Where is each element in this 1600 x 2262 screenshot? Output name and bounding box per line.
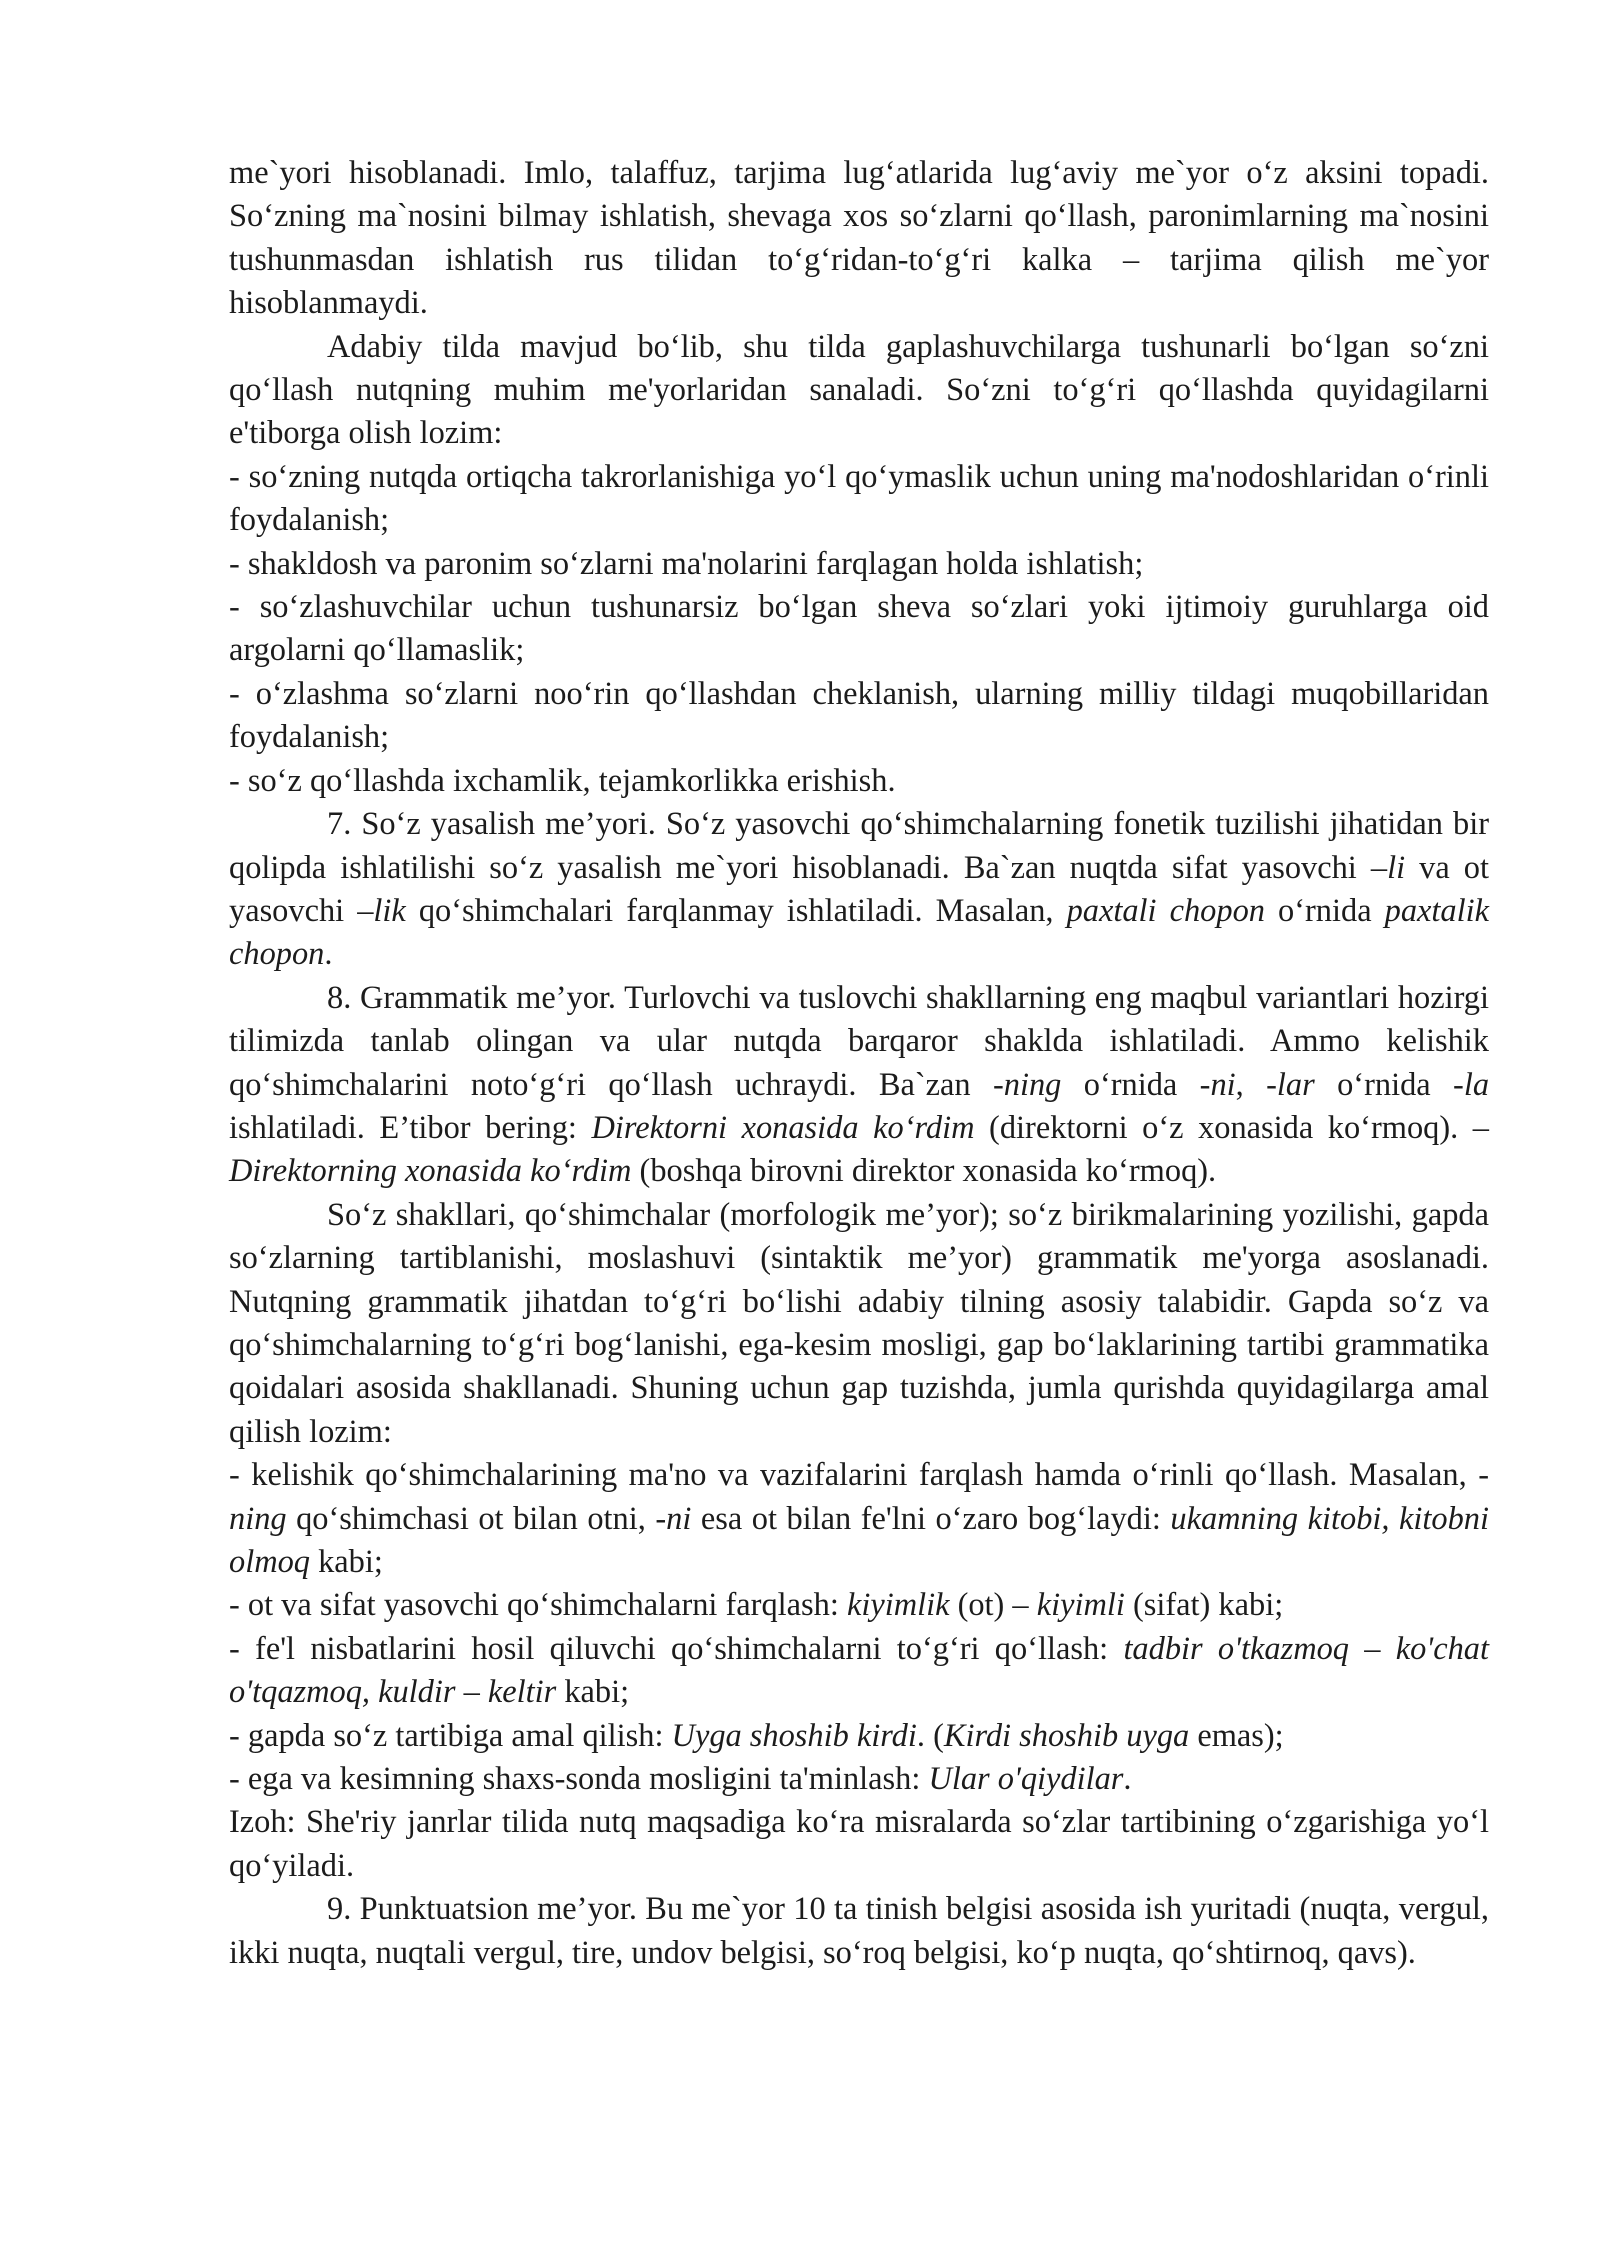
body-paragraph <box>229 1454 1489 1584</box>
text-segment: (sifat) kabi; <box>1124 1587 1284 1624</box>
italic-text-segment: ukamning kitobi, kitobni olmoq <box>229 1500 1489 1580</box>
text-segment: 7. So‘z yasalish me’yori. So‘z yasovchi qo‘shimchalarning fonetik tuzilishi jihatidan bir qolipda ishlatilishi so‘z yasalish me`yori hisoblanadi. Ba`zan nuqtda sifat yasovchi <box>229 806 1489 886</box>
body-paragraph <box>229 152 1489 326</box>
body-paragraph <box>229 1584 1489 1627</box>
italic-text-segment: Kirdi shoshib uyga <box>943 1717 1190 1754</box>
body-paragraph <box>229 1801 1489 1888</box>
italic-text-segment: Direktorning xonasida ko‘rdim <box>229 1153 632 1190</box>
text-segment: 8. Grammatik me’yor. Turlovchi va tuslovchi shakllarning eng maqbul variantlari hozirgi tilimizda tanlab olingan va ular nutqda barqaror shaklda ishlatiladi. Ammo kelishik qo‘shimchalarini noto‘g‘ri qo‘llash uchraydi. Ba`zan - <box>229 979 1489 1103</box>
italic-text-segment: Direktorni xonasida ko‘rdim <box>591 1109 975 1146</box>
body-paragraph <box>229 1628 1489 1715</box>
body-paragraph <box>229 586 1489 673</box>
italic-text-segment: tadbir o'tkazmoq – ko'chat o'tqazmoq, kuldir – keltir <box>229 1630 1489 1711</box>
text-segment: esa ot bilan fe'lni o‘zaro bog‘laydi: <box>691 1500 1171 1537</box>
body-paragraph <box>229 1888 1489 1975</box>
italic-text-segment: paxtali chopon <box>1066 892 1265 929</box>
body-paragraph <box>229 456 1489 543</box>
text-segment: kabi; <box>556 1674 630 1711</box>
italic-text-segment: -la <box>1453 1066 1490 1103</box>
text-segment: o‘rnida <box>1061 1066 1200 1103</box>
text-segment: emas); <box>1189 1717 1284 1754</box>
body-paragraph <box>229 1194 1489 1454</box>
italic-text-segment: kiyimlik <box>846 1587 950 1624</box>
italic-text-segment: -ning <box>229 1457 1489 1537</box>
body-paragraph <box>229 803 1489 977</box>
text-segment: - so‘z qo‘llashda ixchamlik, tejamkorlikka erishish. <box>229 762 896 799</box>
document-page <box>229 152 1489 1975</box>
text-segment: o‘rnida <box>1264 892 1385 929</box>
text-segment: - so‘zlashuvchilar uchun tushunarsiz bo‘lgan sheva so‘zlari yoki ijtimoiy guruhlarga oid argolarni qo‘llamaslik; <box>229 589 1489 669</box>
text-segment: 9. Punktuatsion me’yor. Bu me`yor 10 ta tinish belgisi asosida ish yuritadi (nuqta, vergul, ikki nuqta, nuqtali vergul, tire, undov belgisi, so‘roq belgisi, ko‘p nuqta, qo‘shtirnoq, qavs). <box>229 1891 1489 1971</box>
text-segment: - ot va sifat yasovchi qo‘shimchalarni farqlash: <box>229 1587 847 1624</box>
text-segment: (boshqa birovni direktor xonasida ko‘rmoq). <box>631 1153 1217 1190</box>
body-paragraph <box>229 977 1489 1194</box>
body-paragraph <box>229 326 1489 456</box>
text-segment: - so‘zning nutqda ortiqcha takrorlanishiga yo‘l qo‘ymaslik uchun uning ma'nodoshlaridan o‘rinli foydalanish; <box>229 458 1489 539</box>
body-paragraph <box>229 673 1489 760</box>
text-segment: - ega va kesimning shaxs-sonda mosligini ta'minlash: <box>229 1761 929 1798</box>
italic-text-segment: -ni <box>655 1500 692 1537</box>
text-segment: Izoh: She'riy janrlar tilida nutq maqsadiga ko‘ra misralarda so‘zlar tartibining o‘zgarishiga yo‘l qo‘yiladi. <box>229 1804 1489 1884</box>
text-segment: (ot) – <box>949 1587 1037 1624</box>
text-segment: (direktorni o‘z xonasida ko‘rmoq). – <box>974 1109 1489 1146</box>
text-segment: - fe'l nisbatlarini hosil qiluvchi qo‘shimchalarni to‘g‘ri qo‘llash: <box>229 1630 1124 1667</box>
text-segment: . ( <box>916 1717 944 1754</box>
text-segment: ishlatiladi. E’tibor bering: <box>229 1109 592 1146</box>
text-segment: So‘z shakllari, qo‘shimchalar (morfologik me’yor); so‘z birikmalarining yozilishi, gapda so‘zlarning tartiblanishi, moslashuvi (sintaktik me’yor) grammatik me'yorga asoslanadi. Nutqning grammatik jihatdan to‘g‘ri bo‘lishi adabiy tilning asosiy talabidir. Gapda so‘z va qo‘shimchalarning to‘g‘ri bog‘lanishi, ega-kesim mosligi, gap bo‘laklarining tartibi grammatika qoidalari asosida shakllanadi. Shuning uchun gap tuzishda, jumla qurishda quyidagilarga amal qilish lozim: <box>229 1196 1489 1450</box>
text-segment: qo‘shimchalari farqlanmay ishlatiladi. Masalan, <box>405 892 1067 929</box>
body-paragraph <box>229 1758 1489 1801</box>
text-segment: Adabiy tilda mavjud bo‘lib, shu tilda gaplashuvchilarga tushunarli bo‘lgan so‘zni qo‘llash nutqning muhim me'yorlaridan sanaladi. So‘zni to‘g‘ri qo‘llashda quyidagilarni e'tiborga olish lozim: <box>229 328 1489 452</box>
text-segment: qo‘shimchasi ot bilan otni, <box>286 1500 656 1537</box>
text-segment: - kelishik qo‘shimchalarining ma'no va vazifalarini farqlash hamda o‘rinli qo‘llash. Masalan, <box>229 1457 1479 1494</box>
text-segment: o‘rnida <box>1314 1066 1454 1103</box>
italic-text-segment: ning <box>1003 1066 1062 1103</box>
text-segment: kabi; <box>309 1544 383 1580</box>
body-paragraph <box>229 543 1489 586</box>
italic-text-segment: Uyga shoshib kirdi <box>671 1717 917 1754</box>
text-segment: , <box>1235 1066 1267 1103</box>
body-paragraph <box>229 1715 1489 1758</box>
text-segment: va ot yasovchi <box>229 849 1489 929</box>
text-segment: - gapda so‘z tartibiga amal qilish: <box>229 1717 672 1754</box>
text-segment: - o‘zlashma so‘zlarni noo‘rin qo‘llashdan cheklanish, ularning milliy tildagi muqobillaridan foydalanish; <box>229 675 1489 756</box>
italic-text-segment: –lik <box>357 892 406 929</box>
text-segment: - shakldosh va paronim so‘zlarni ma'nolarini farqlagan holda ishlatish; <box>229 545 1144 582</box>
italic-text-segment: Ular o'qiydilar <box>928 1761 1124 1798</box>
italic-text-segment: -ni <box>1199 1066 1236 1103</box>
italic-text-segment: kiyimli <box>1036 1587 1125 1624</box>
text-segment: . <box>1123 1761 1132 1798</box>
body-paragraph <box>229 760 1489 803</box>
italic-text-segment: -lar <box>1266 1066 1315 1103</box>
italic-text-segment: –li <box>1370 849 1406 886</box>
italic-text-segment: paxtalik chopon <box>229 892 1489 973</box>
text-segment: . <box>324 936 333 973</box>
text-segment: me`yori hisoblanadi. Imlo, talaffuz, tarjima lug‘atlarida lug‘aviy me`yor o‘z aksini topadi. So‘zning ma`nosini bilmay ishlatish, shevaga xos so‘zlarni qo‘llash, paronimlarning ma`nosini tushunmasdan ishlatish rus tilidan to‘g‘ridan-to‘g‘ri kalka – tarjima qilish me`yor hisoblanmaydi. <box>229 155 1489 322</box>
